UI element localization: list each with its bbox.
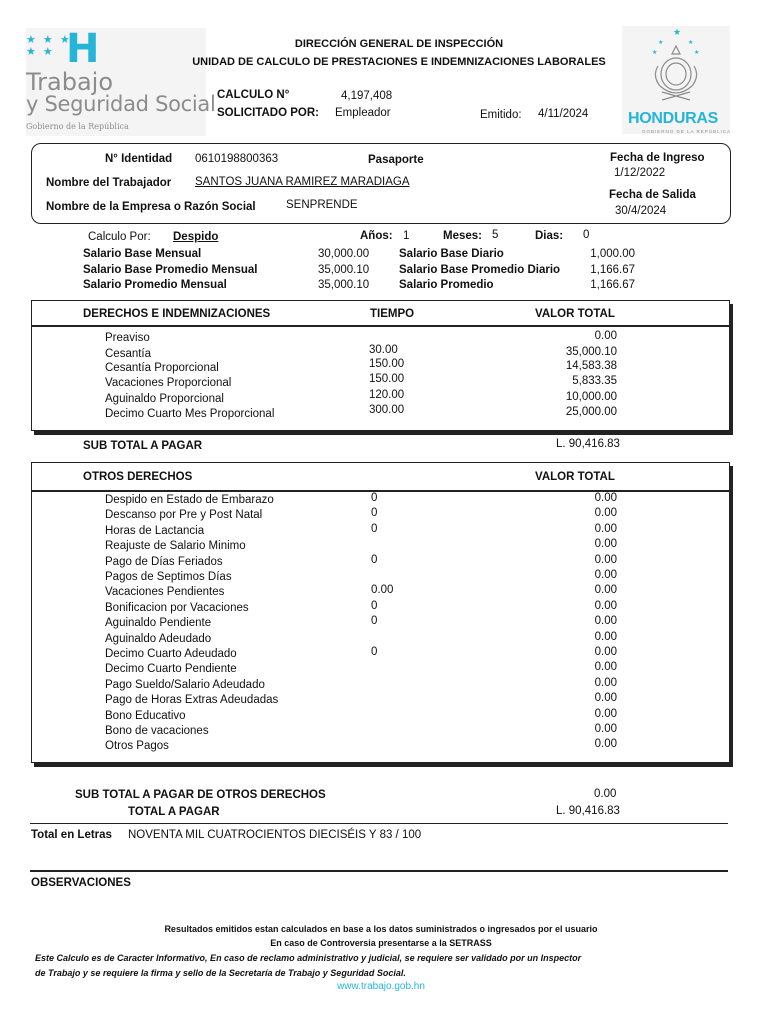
identidad-value: 0610198800363: [195, 153, 279, 165]
row-concept: Cesantía Proporcional: [105, 362, 219, 374]
salary-value: 35,000.10: [318, 264, 370, 276]
calculo-value: 4,197,408: [341, 90, 393, 102]
subtotal-otros-value: 0.00: [594, 788, 617, 800]
honduras-wordmark: HONDURAS: [628, 110, 719, 127]
title-unidad: UNIDAD DE CALCULO DE PRESTACIONES E INDEMNIZACIONES LABORALES: [192, 56, 606, 68]
row-concept: Pagos de Septimos Días: [105, 571, 232, 583]
table-row: [0, 494, 768, 509]
solicitado-label: SOLICITADO POR:: [217, 107, 320, 119]
row-value: 35,000.10: [565, 346, 617, 358]
svg-text:★: ★: [694, 50, 700, 56]
identidad-label: N° Identidad: [105, 153, 173, 165]
svg-text:★: ★: [658, 40, 664, 46]
row-concept: Descanso por Pre y Post Natal: [105, 509, 263, 522]
row-concept: Vacaciones Proporcional: [105, 377, 232, 389]
salary-summary-row: [0, 279, 768, 294]
row-time: 0: [371, 553, 378, 566]
footer-line-2: En caso de Controversia presentarse a la SETRASS: [270, 938, 492, 948]
calculo-por-value: Despido: [173, 231, 219, 243]
otros-col-name: OTROS DERECHOS: [83, 471, 193, 483]
row-value: 0.00: [594, 661, 617, 674]
row-time: 0: [371, 492, 378, 504]
logo-line-2: y Seguridad Social: [26, 92, 216, 116]
row-value: 0.00: [594, 723, 617, 735]
dias-label: Dias:: [535, 230, 564, 242]
row-concept: Otros Pagos: [105, 740, 169, 753]
table-row: [0, 648, 768, 663]
svg-text:★: ★: [673, 27, 682, 37]
derechos-col-name: DERECHOS E INDEMNIZACIONES: [83, 308, 271, 320]
table-row: [0, 509, 768, 524]
salary-label: Salario Base Promedio Mensual: [83, 264, 258, 276]
row-value: 0.00: [594, 553, 617, 566]
dias-value: 0: [583, 229, 590, 241]
honduras-seal-logo: [622, 26, 730, 134]
row-concept: Pago Sueldo/Salario Adeudado: [105, 678, 265, 691]
row-time: 0: [371, 599, 378, 612]
meses-label: Meses:: [443, 230, 482, 242]
table-row: [0, 740, 768, 755]
row-concept: Aguinaldo Proporcional: [105, 393, 224, 405]
row-concept: Bono Educativo: [105, 709, 186, 722]
fecha-salida-value: 30/4/2024: [615, 205, 667, 217]
row-value: 0.00: [594, 538, 617, 551]
empresa-label: Nombre de la Empresa o Razón Social: [46, 201, 256, 213]
letras-rule: [30, 823, 728, 824]
row-concept: Pago de Días Feriados: [105, 555, 223, 568]
title-direccion: DIRECCIÓN GENERAL DE INSPECCIÓN: [294, 38, 504, 50]
derechos-col-tiempo: TIEMPO: [370, 308, 415, 320]
emitido-value: 4/11/2024: [538, 108, 589, 120]
stars-icon: ★ ★ ★ ★ ★: [26, 34, 72, 58]
row-value: 0.00: [594, 676, 617, 689]
row-value: 0.00: [594, 492, 617, 504]
salary-value: 30,000.00: [318, 248, 370, 260]
table-row: [0, 663, 768, 678]
letras-label: Total en Letras: [31, 829, 112, 841]
document-titles: [180, 35, 618, 71]
table-row: [0, 586, 768, 601]
salary-summary-row: [0, 264, 768, 279]
row-value: 0.00: [594, 707, 617, 720]
derechos-header-rule: [31, 325, 730, 327]
trabajador-label: Nombre del Trabajador: [46, 177, 172, 189]
fecha-salida-label: Fecha de Salida: [609, 189, 696, 201]
otros-col-valor: VALOR TOTAL: [535, 471, 615, 483]
row-value: 0.00: [594, 630, 617, 643]
table-row: [0, 540, 768, 555]
total-label: TOTAL A PAGAR: [128, 806, 220, 818]
pasaporte-label: Pasaporte: [368, 154, 424, 166]
calculo-por-label: Calculo Por:: [88, 231, 151, 243]
footer-line-1: Resultados emitidos estan calculados en base a los datos suministrados o ingresados por el usuario: [164, 924, 598, 934]
salary-value: 35,000.10: [318, 279, 370, 291]
row-value: 0.00: [594, 615, 617, 628]
row-value: 10,000.00: [565, 391, 617, 403]
calculo-label: CALCULO N°: [217, 89, 290, 101]
h-logo-icon: H: [66, 26, 100, 72]
otros-header-rule: [31, 490, 730, 492]
solicitado-value: Empleador: [335, 107, 391, 119]
salary-summary-row: [0, 248, 768, 263]
row-time: 150.00: [369, 373, 405, 385]
row-concept: Bono de vacaciones: [105, 725, 209, 737]
row-concept: Decimo Cuarto Pendiente: [105, 663, 237, 676]
subtotal-otros-label: SUB TOTAL A PAGAR DE OTROS DERECHOS: [75, 789, 326, 801]
logo-line-1: Trabajo: [26, 68, 113, 96]
table-row: [0, 522, 768, 540]
fecha-ingreso-value: 1/12/2022: [614, 167, 666, 179]
footer-line-3: Este Calculo es de Caracter Informativo, En caso de reclamo administrativo y judicial, se requiere ser validado por un Inspector: [35, 953, 582, 963]
row-concept: Cesantía: [105, 348, 152, 360]
row-concept: Reajuste de Salario Minimo: [105, 540, 246, 553]
anios-value: 1: [403, 230, 410, 242]
observaciones-label: OBSERVACIONES: [31, 877, 131, 889]
subtotal-value: L. 90,416.83: [556, 438, 620, 450]
row-concept: Decimo Cuarto Mes Proporcional: [105, 408, 275, 420]
emitido-label: Emitido:: [480, 109, 522, 121]
row-value: 0.00: [594, 738, 617, 751]
row-value: 0.00: [594, 522, 617, 535]
row-concept: Decimo Cuarto Adeudado: [105, 648, 237, 660]
row-value: 14,583.38: [565, 360, 617, 372]
table-row: [0, 553, 768, 571]
salary-daily-label: Salario Promedio: [399, 279, 494, 291]
row-value: 0.00: [594, 692, 617, 705]
row-value: 0.00: [594, 646, 617, 658]
row-concept: Aguinaldo Adeudado: [105, 632, 212, 645]
observaciones-rule: [30, 870, 728, 872]
row-concept: Despido en Estado de Embarazo: [105, 494, 274, 506]
footer-line-4: de Trabajo y se requiere la firma y sello de la Secretaría de Trabajo y Seguridad Social.: [35, 968, 406, 978]
row-concept: Horas de Lactancia: [105, 524, 205, 537]
empresa-value: SENPRENDE: [286, 199, 358, 211]
row-value: 0.00: [594, 330, 617, 342]
derechos-col-valor: VALOR TOTAL: [535, 308, 615, 320]
salary-daily-label: Salario Base Promedio Diario: [399, 264, 561, 276]
table-row: [0, 676, 768, 694]
ministry-logo: [26, 26, 216, 136]
total-value: L. 90,416.83: [556, 805, 620, 817]
salary-label: Salario Promedio Mensual: [83, 279, 227, 291]
letras-value: NOVENTA MIL CUATROCIENTOS DIECISÉIS Y 83 / 100: [128, 829, 422, 841]
row-value: 0.00: [594, 507, 617, 520]
table-row: [0, 630, 768, 648]
row-value: 25,000.00: [565, 406, 617, 418]
row-time: 0: [371, 522, 378, 535]
gobierno-subtitle: GOBIERNO DE LA REPÚBLICA: [642, 129, 732, 134]
row-time: 150.00: [369, 358, 405, 370]
row-concept: Pago de Horas Extras Adeudadas: [105, 694, 279, 707]
row-time: 120.00: [369, 389, 405, 401]
row-time: 300.00: [369, 404, 405, 416]
website-link[interactable]: www.trabajo.gob.hn: [337, 981, 425, 992]
row-concept: Bonificacion por Vacaciones: [105, 601, 249, 614]
salary-daily-value: 1,000.00: [590, 248, 635, 260]
row-concept: Preaviso: [105, 332, 150, 344]
row-time: 0.00: [371, 584, 394, 597]
table-row: [0, 725, 768, 740]
row-concept: Vacaciones Pendientes: [105, 586, 225, 599]
row-time: 30.00: [369, 344, 398, 356]
row-value: 0.00: [594, 584, 617, 597]
salary-daily-value: 1,166.67: [590, 279, 635, 291]
row-time: 0: [371, 646, 378, 658]
svg-text:★: ★: [652, 50, 658, 56]
table-row: [0, 694, 768, 709]
trabajador-value: SANTOS JUANA RAMIREZ MARADIAGA: [195, 176, 410, 188]
row-value: 0.00: [594, 599, 617, 612]
row-time: 0: [371, 615, 378, 628]
anios-label: Años:: [360, 230, 393, 242]
table-row: [0, 617, 768, 632]
table-row: [0, 707, 768, 725]
salary-daily-label: Salario Base Diario: [399, 248, 504, 260]
table-row: [0, 599, 768, 617]
row-value: 0.00: [594, 569, 617, 581]
subtotal-label: SUB TOTAL A PAGAR: [83, 440, 203, 452]
fecha-ingreso-label: Fecha de Ingreso: [610, 152, 705, 164]
meses-value: 5: [492, 229, 499, 241]
svg-text:★: ★: [688, 40, 694, 46]
row-concept: Aguinaldo Pendiente: [105, 617, 212, 630]
row-value: 5,833.35: [572, 375, 617, 387]
logo-line-3: Gobierno de la República: [26, 122, 129, 131]
row-time: 0: [371, 507, 378, 520]
table-row: [0, 404, 768, 423]
salary-label: Salario Base Mensual: [83, 248, 202, 260]
salary-daily-value: 1,166.67: [590, 264, 635, 276]
coat-of-arms-icon: [622, 26, 730, 110]
